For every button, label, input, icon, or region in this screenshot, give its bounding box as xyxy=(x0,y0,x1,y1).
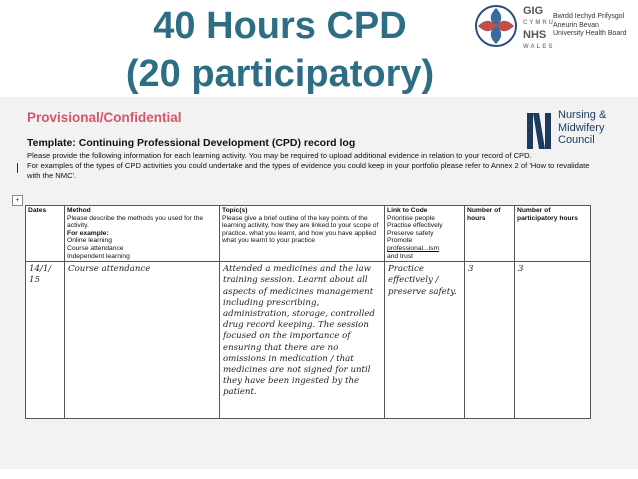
cell-method[interactable]: Course attendance xyxy=(65,262,220,419)
bottom-margin xyxy=(0,469,638,479)
header-code-4: Promote xyxy=(387,237,413,245)
cell-topic[interactable]: Attended a medicines and the law training session. Learnt about all aspects of medicines management including prescribing, administration, storage, controlled drug record keeping. The session focused on the importance of ensuring that there are no omissions in medication / that medicines are not signed for until they have been ingested by the patient. xyxy=(220,262,385,419)
header-dates-label: Dates xyxy=(28,207,47,214)
wales-label: WALES xyxy=(523,44,555,50)
cell-hours[interactable]: 3 xyxy=(465,262,515,419)
intro-text xyxy=(27,151,592,181)
nhs-label: NHS xyxy=(523,29,547,41)
intro-paragraph-2: For examples of the types of CPD activities you could undertake and the types of evidence you could keep in your portfolio please refer to Annex 2 of 'How to revalidate with the NMC'. xyxy=(27,161,590,180)
cpd-document xyxy=(0,97,638,469)
nmc-name-line-1: Nursing & xyxy=(558,109,607,121)
provisional-label: Provisional/Confidential xyxy=(27,110,182,125)
header-method-example-3: Independent learning xyxy=(67,252,130,260)
intro-paragraph-1: Please provide the following information for each learning activity. You may be required to upload additional evidence in relation to your record of CPD. xyxy=(27,151,532,160)
header-code-5: professional...ism xyxy=(387,244,440,252)
header-method xyxy=(65,206,220,262)
header-hours-title: Number of hours xyxy=(467,207,501,222)
cell-participatory-hours[interactable]: 3 xyxy=(515,262,591,419)
template-title: Template: Continuing Professional Development (CPD) record log xyxy=(27,137,356,149)
header-method-example: For example: xyxy=(67,229,109,237)
header-method-example-2: Course attendance xyxy=(67,244,124,252)
text-cursor xyxy=(17,163,18,173)
table-row xyxy=(26,262,591,419)
nhs-wordmark xyxy=(523,5,555,53)
board-name-line-2: Aneurin Bevan xyxy=(553,21,599,29)
slide-title-line-1: 40 Hours CPD xyxy=(153,5,407,47)
board-name-line-1: Bwrdd Iechyd Prifysgol xyxy=(553,13,625,20)
health-board-logo xyxy=(473,3,635,51)
table-move-handle-icon[interactable]: + xyxy=(12,195,23,206)
header-code-6: and trust xyxy=(387,252,414,260)
board-name-line-3: University Health Board xyxy=(553,30,627,37)
slide-title-line-2: (20 participatory) xyxy=(125,53,435,95)
table-header-row xyxy=(26,206,591,262)
nmc-name-line-2: Midwifery xyxy=(558,121,605,134)
nmc-name xyxy=(558,109,606,147)
nmc-logo xyxy=(525,107,630,155)
health-board-name xyxy=(553,13,635,39)
header-topic-desc: Please give a brief outline of the key points of the learning activity, how they are linked to your scope of practice, what you learnt, and how you have applied what you learnt to your practice xyxy=(222,214,379,245)
cell-code[interactable]: Practice effectively / preserve safety. xyxy=(385,262,465,419)
gig-label: GIG xyxy=(523,5,544,17)
slide-title xyxy=(100,2,460,98)
header-code-1: Prioritise people xyxy=(387,214,435,222)
header-hours xyxy=(465,206,515,262)
header-method-desc: Please describe the methods you used for the activity. xyxy=(67,214,204,230)
nmc-mark-icon xyxy=(525,111,553,151)
header-code-title: Link to Code xyxy=(387,207,428,214)
header-dates xyxy=(26,206,65,262)
header-participatory xyxy=(515,206,591,262)
nmc-name-line-3: Council xyxy=(558,134,595,146)
header-topic-title: Topic(s) xyxy=(222,207,248,214)
header-code-3: Preserve safety xyxy=(387,229,434,237)
health-board-emblem-icon xyxy=(473,3,519,49)
header-participatory-title: Number of participatory hours xyxy=(517,207,578,222)
cpd-record-table xyxy=(25,205,591,419)
header-method-example-1: Online learning xyxy=(67,237,112,245)
header-method-title: Method xyxy=(67,207,91,214)
cell-date[interactable]: 14/1/ 15 xyxy=(26,262,65,419)
cymru-label: CYMRU xyxy=(523,20,555,26)
header-topic xyxy=(220,206,385,262)
header-code-2: Practise effectively xyxy=(387,222,443,230)
header-code xyxy=(385,206,465,262)
